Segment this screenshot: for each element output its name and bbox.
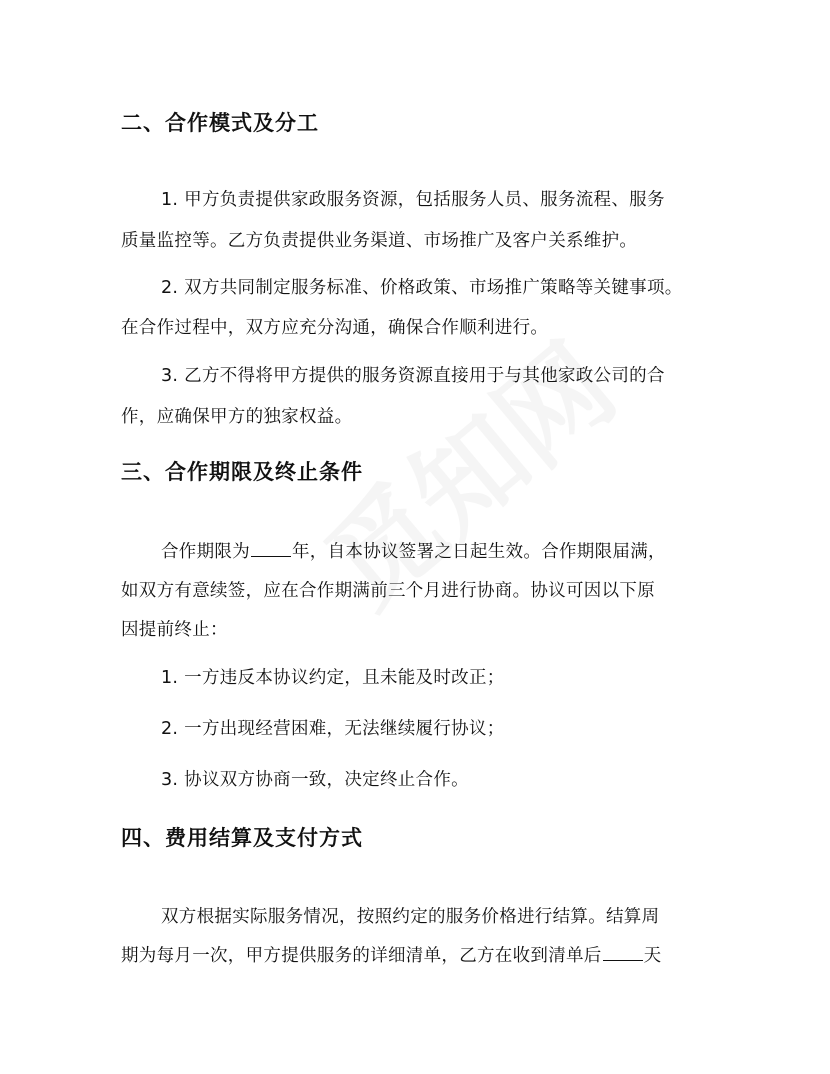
section-2-item-1-line-1: 1. 甲方负责提供家政服务资源，包括服务人员、服务流程、服务 bbox=[161, 190, 665, 210]
section-2-item-2-line-1: 2. 双方共同制定服务标准、价格政策、市场推广策略等关键事项。 bbox=[161, 278, 683, 298]
section-4-paragraph-line-1: 双方根据实际服务情况，按照约定的服务价格进行结算。结算周 bbox=[161, 907, 660, 927]
settlement-days-blank bbox=[603, 944, 643, 961]
section-2-item-3-line-2: 作，应确保甲方的独家权益。 bbox=[121, 407, 353, 427]
section-3-paragraph-line-3: 因提前终止： bbox=[121, 620, 228, 640]
term-prefix: 合作期限为 bbox=[161, 542, 250, 562]
section-2-item-3-line-1: 3. 乙方不得将甲方提供的服务资源直接用于与其他家政公司的合 bbox=[161, 366, 665, 386]
settlement-suffix: 天 bbox=[643, 946, 662, 966]
term-years-blank bbox=[251, 540, 291, 557]
section-4-paragraph-line-2 bbox=[121, 942, 661, 967]
section-3-item-1: 1. 一方违反本协议约定，且未能及时改正； bbox=[161, 668, 505, 688]
section-3-paragraph-line-1 bbox=[161, 538, 666, 563]
section-3-item-2: 2. 一方出现经营困难，无法继续履行协议； bbox=[161, 719, 505, 739]
section-2-item-1-line-2: 质量监控等。乙方负责提供业务渠道、市场推广及客户关系维护。 bbox=[121, 231, 638, 251]
section-2-heading: 二、合作模式及分工 bbox=[121, 111, 319, 135]
section-3-paragraph-line-2: 如双方有意续签，应在合作期满前三个月进行协商。协议可因以下原 bbox=[121, 581, 655, 601]
section-4-heading: 四、费用结算及支付方式 bbox=[121, 826, 363, 850]
section-2-item-2-line-2: 在合作过程中，双方应充分沟通，确保合作顺利进行。 bbox=[121, 318, 549, 338]
section-3-heading: 三、合作期限及终止条件 bbox=[121, 460, 363, 484]
term-suffix: 年，自本协议签署之日起生效。合作期限届满， bbox=[292, 542, 666, 562]
section-3-item-3: 3. 协议双方协商一致，决定终止合作。 bbox=[161, 770, 469, 790]
settlement-prefix: 期为每月一次，甲方提供服务的详细清单，乙方在收到清单后 bbox=[121, 946, 602, 966]
